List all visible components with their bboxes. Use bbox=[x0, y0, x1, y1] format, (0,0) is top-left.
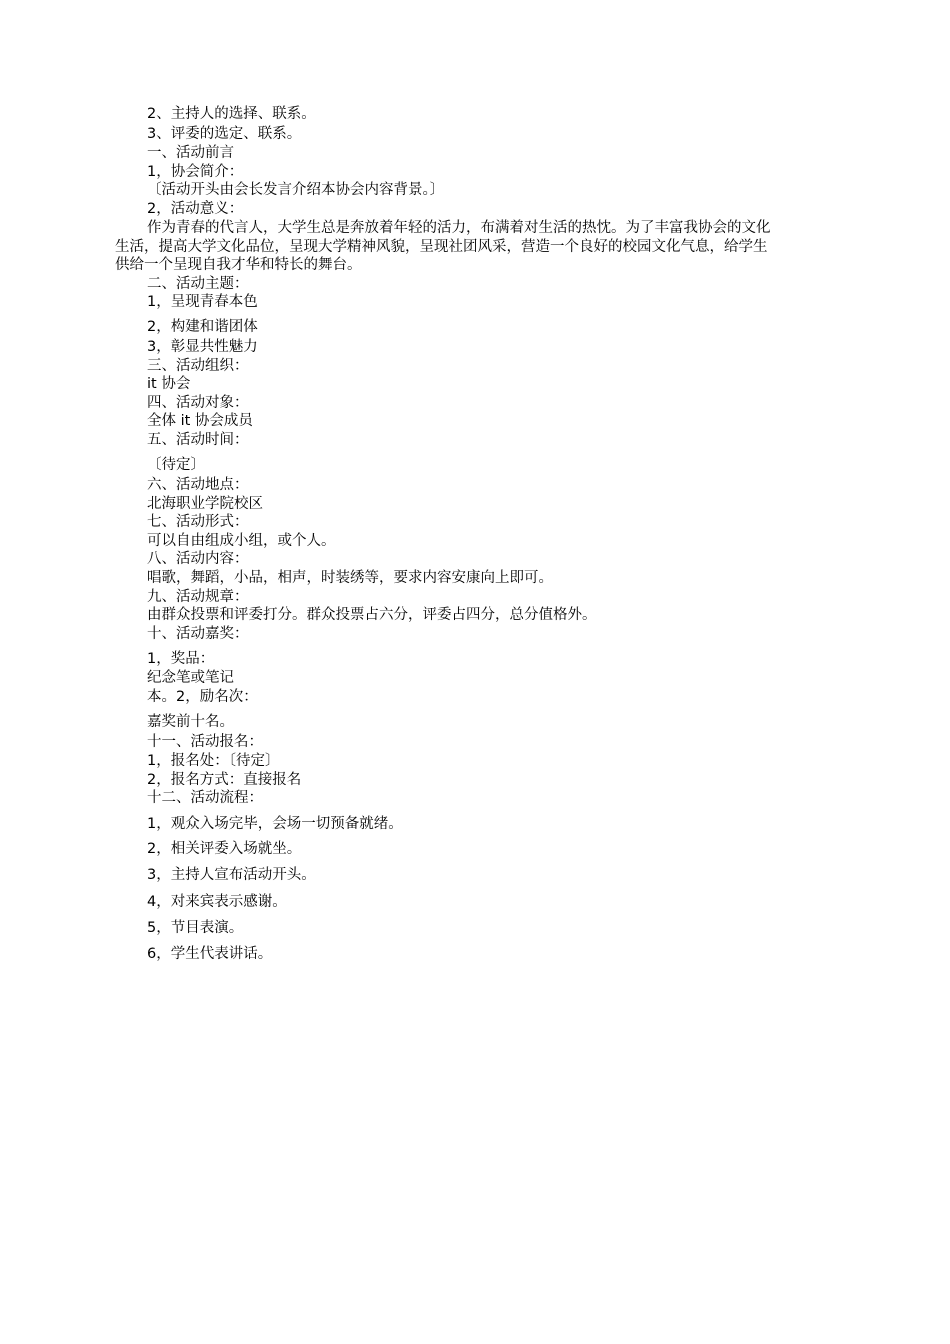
line-time: 〔待定〕 bbox=[147, 457, 205, 473]
line-registration-method: 2，报名方式：直接报名 bbox=[147, 772, 302, 788]
line-association-intro: 1，协会简介： bbox=[147, 164, 244, 180]
line-content: 唱歌，舞蹈，小品，相声，时装绣等，要求内容安康向上即可。 bbox=[147, 570, 553, 586]
line-format: 可以自由组成小组，或个人。 bbox=[147, 533, 336, 549]
paragraph-line-2: 生活，提高大学文化品位，呈现大学精神风貌，呈现社团风采，营造一个良好的校园文化气息，给学生 bbox=[115, 238, 768, 255]
line-process-5: 5，节目表演。 bbox=[147, 920, 244, 936]
line-rules: 由群众投票和评委打分。群众投票占六分，评委占四分，总分值格外。 bbox=[147, 607, 597, 623]
line-judges-selection: 3、评委的选定、联系。 bbox=[147, 126, 302, 142]
line-audience: 全体 it 协会成员 bbox=[147, 413, 253, 429]
line-prize-ranking: 本。2，励名次： bbox=[147, 689, 258, 705]
meaning-paragraph bbox=[115, 219, 835, 275]
line-process-1: 1，观众入场完毕，会场一切预备就绪。 bbox=[147, 816, 403, 832]
line-theme-3: 3，彰显共性魅力 bbox=[147, 339, 258, 355]
heading-audience: 四、活动对象： bbox=[147, 395, 249, 411]
heading-process: 十二、活动流程： bbox=[147, 790, 263, 806]
line-prize-item: 纪念笔或笔记 bbox=[147, 670, 234, 686]
heading-awards: 十、活动嘉奖： bbox=[147, 626, 249, 642]
line-theme-1: 1，呈现青春本色 bbox=[147, 294, 258, 310]
heading-theme: 二、活动主题： bbox=[147, 276, 249, 292]
line-theme-2: 2，构建和谐团体 bbox=[147, 319, 258, 335]
line-prize: 1，奖品： bbox=[147, 651, 215, 667]
line-process-6: 6，学生代表讲话。 bbox=[147, 946, 273, 962]
line-organizer: it 协会 bbox=[147, 376, 191, 392]
line-top-ten: 嘉奖前十名。 bbox=[147, 714, 234, 730]
line-host-selection: 2、主持人的选择、联系。 bbox=[147, 106, 316, 122]
line-location: 北海职业学院校区 bbox=[147, 496, 263, 512]
line-process-3: 3，主持人宣布活动开头。 bbox=[147, 867, 316, 883]
heading-location: 六、活动地点： bbox=[147, 477, 249, 493]
heading-registration: 十一、活动报名： bbox=[147, 734, 263, 750]
heading-rules: 九、活动规章： bbox=[147, 589, 249, 605]
line-intro-note: 〔活动开头由会长发言介绍本协会内容背景。〕 bbox=[147, 182, 445, 198]
heading-format: 七、活动形式： bbox=[147, 514, 249, 530]
paragraph-line-3: 供给一个呈现自我才华和特长的舞台。 bbox=[115, 257, 362, 273]
paragraph-line-1: 作为青春的代言人，大学生总是奔放着年轻的活力，布满着对生活的热忱。为了丰富我协会的文化 bbox=[147, 220, 771, 236]
line-registration-place: 1，报名处：〔待定〕 bbox=[147, 753, 280, 769]
heading-organization: 三、活动组织： bbox=[147, 358, 249, 374]
heading-preface: 一、活动前言 bbox=[147, 145, 234, 161]
line-activity-meaning: 2，活动意义： bbox=[147, 201, 244, 217]
heading-time: 五、活动时间： bbox=[147, 432, 249, 448]
line-process-4: 4，对来宾表示感谢。 bbox=[147, 894, 287, 910]
heading-content: 八、活动内容： bbox=[147, 551, 249, 567]
line-process-2: 2，相关评委入场就坐。 bbox=[147, 841, 302, 857]
